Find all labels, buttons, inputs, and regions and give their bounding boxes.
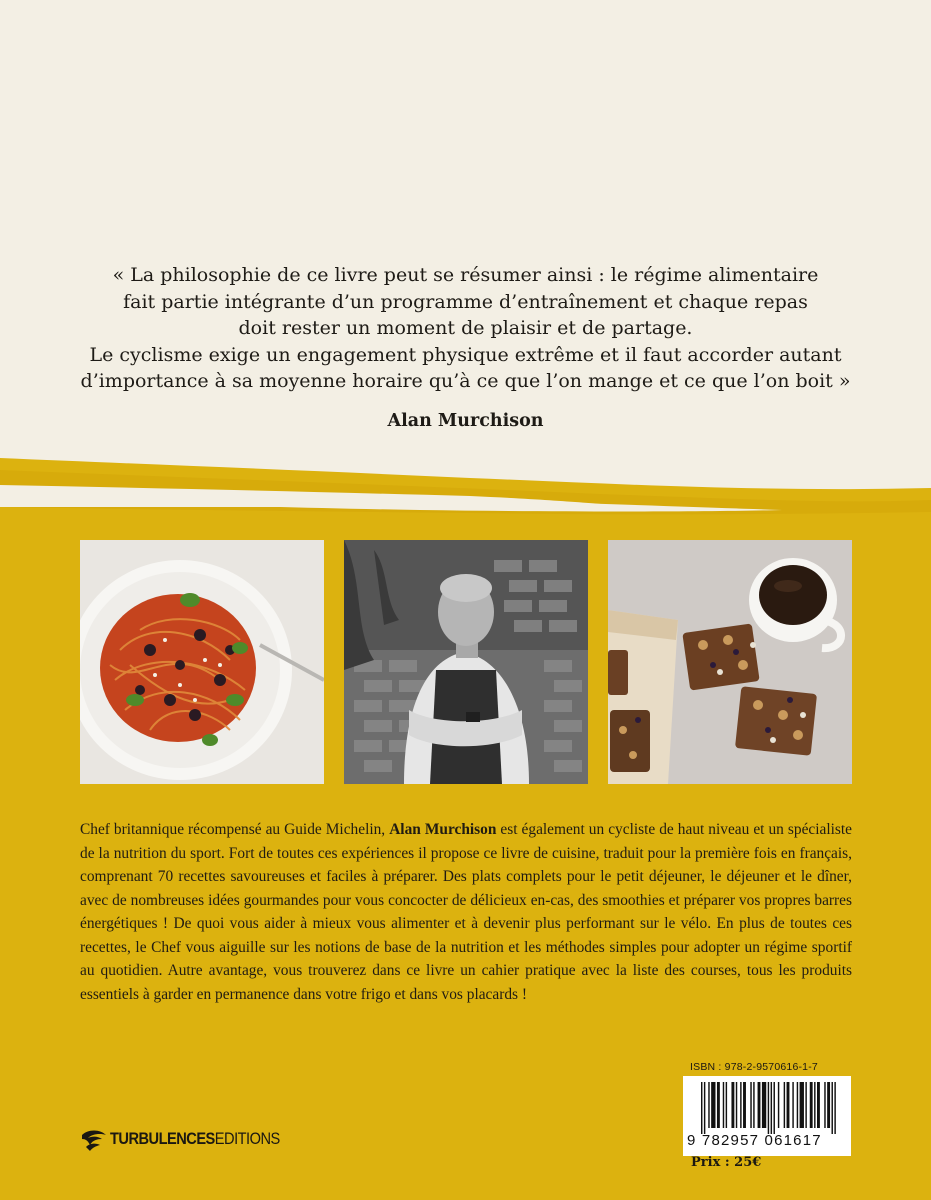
barcode-bar [758,1082,761,1128]
barcode-bar [708,1082,709,1128]
quote-line-3: doit rester un moment de plaisir et de partage. [238,317,693,339]
quote-line-1: « La philosophie de ce livre peut se résumer ainsi : le régime alimentaire [112,264,819,286]
barcode-bar [797,1082,798,1128]
quote-block [60,262,871,395]
barcode-bar [814,1082,815,1128]
barcode-number: 9 782957 061617 [687,1132,822,1149]
barcode-bar [784,1082,785,1128]
barcode-bar [832,1082,833,1134]
barcode-bar [731,1082,734,1128]
barcode-bar [771,1082,772,1134]
barcode-bar [723,1082,724,1128]
publisher-name [110,1129,280,1149]
barcode-bar [805,1082,806,1128]
publisher-logo [80,1126,307,1152]
quote-author: Alan Murchison [387,411,544,431]
barcode-bar [817,1082,820,1128]
turbulence-swirl-icon [80,1127,108,1151]
barcode-bar [800,1082,804,1128]
barcode-bar [810,1082,813,1128]
chef-portrait-photo [344,540,588,784]
isbn-label: ISBN : 978-2-9570616-1-7 [690,1061,818,1073]
barcode-bar [787,1082,790,1128]
barcode-bar [750,1082,751,1128]
barcode-bar [704,1082,705,1134]
barcode-bar [762,1082,766,1128]
coffee-and-energy-bars-photo [608,540,852,784]
barcode-bars [701,1082,843,1134]
barcode-bar [740,1082,741,1128]
author-name-bold: Alan Murchison [389,821,497,838]
quote-line-5: d’importance à sa moyenne horaire qu’à ce que l’on mange et ce que l’on boit » [80,370,851,392]
barcode-bar [717,1082,720,1128]
barcode-bar [824,1082,825,1128]
barcode-bar [701,1082,702,1134]
publisher-name-light: EDITIONS [214,1129,280,1148]
barcode-bar [778,1082,779,1128]
barcode-bar [768,1082,769,1134]
isbn-barcode [683,1076,851,1156]
barcode-bar [726,1082,727,1128]
barcode-bar [834,1082,835,1134]
barcode-bar [827,1082,830,1128]
barcode-bar [736,1082,737,1128]
barcode-bar [774,1082,775,1134]
quote-line-2: fait partie intégrante d’un programme d’entraînement et chaque repas [123,290,808,313]
price-label: Prix : 25€ [691,1155,762,1170]
description-intro: Chef britannique récompensé au Guide Michelin, [80,821,390,838]
barcode-bar [743,1082,746,1128]
pasta-plate-photo [80,540,324,784]
barcode-bar [753,1082,754,1128]
book-description [80,818,852,1006]
barcode-bar [792,1082,793,1128]
description-body: est également un cycliste de haut niveau et un spécialiste de la nutrition du sport. Fort de toutes ces expériences il propose ce livre de cuisine, traduit pour la première fois en français, comprenant 70 recettes savoureuses et faciles à préparer. Des plats complets pour le petit déjeuner, le déjeuner et le dîner, avec de nombreuses idées gourmandes pour vous concocter de délicieux en-cas, des smoothies et préparer vos propres barres énergétiques ! De quoi vous aider à mieux vous alimenter et à devenir plus performant sur le vélo. En plus de toutes ces recettes, le Chef vous aiguille sur les notions de base de la nutrition et les méthodes simples pour adopter un régime sportif au quotidien. Autre avantage, vous trouverez dans ce livre un cahier pratique avec la liste des courses, tous les produits essentiels à garder en permanence dans votre frigo et dans vos placards ! [80,821,852,1003]
publisher-name-bold: TURBULENCES [110,1129,215,1148]
barcode-bar [711,1082,715,1128]
quote-line-4: Le cyclisme exige un engagement physique extrême et il faut accorder autant [89,343,842,366]
